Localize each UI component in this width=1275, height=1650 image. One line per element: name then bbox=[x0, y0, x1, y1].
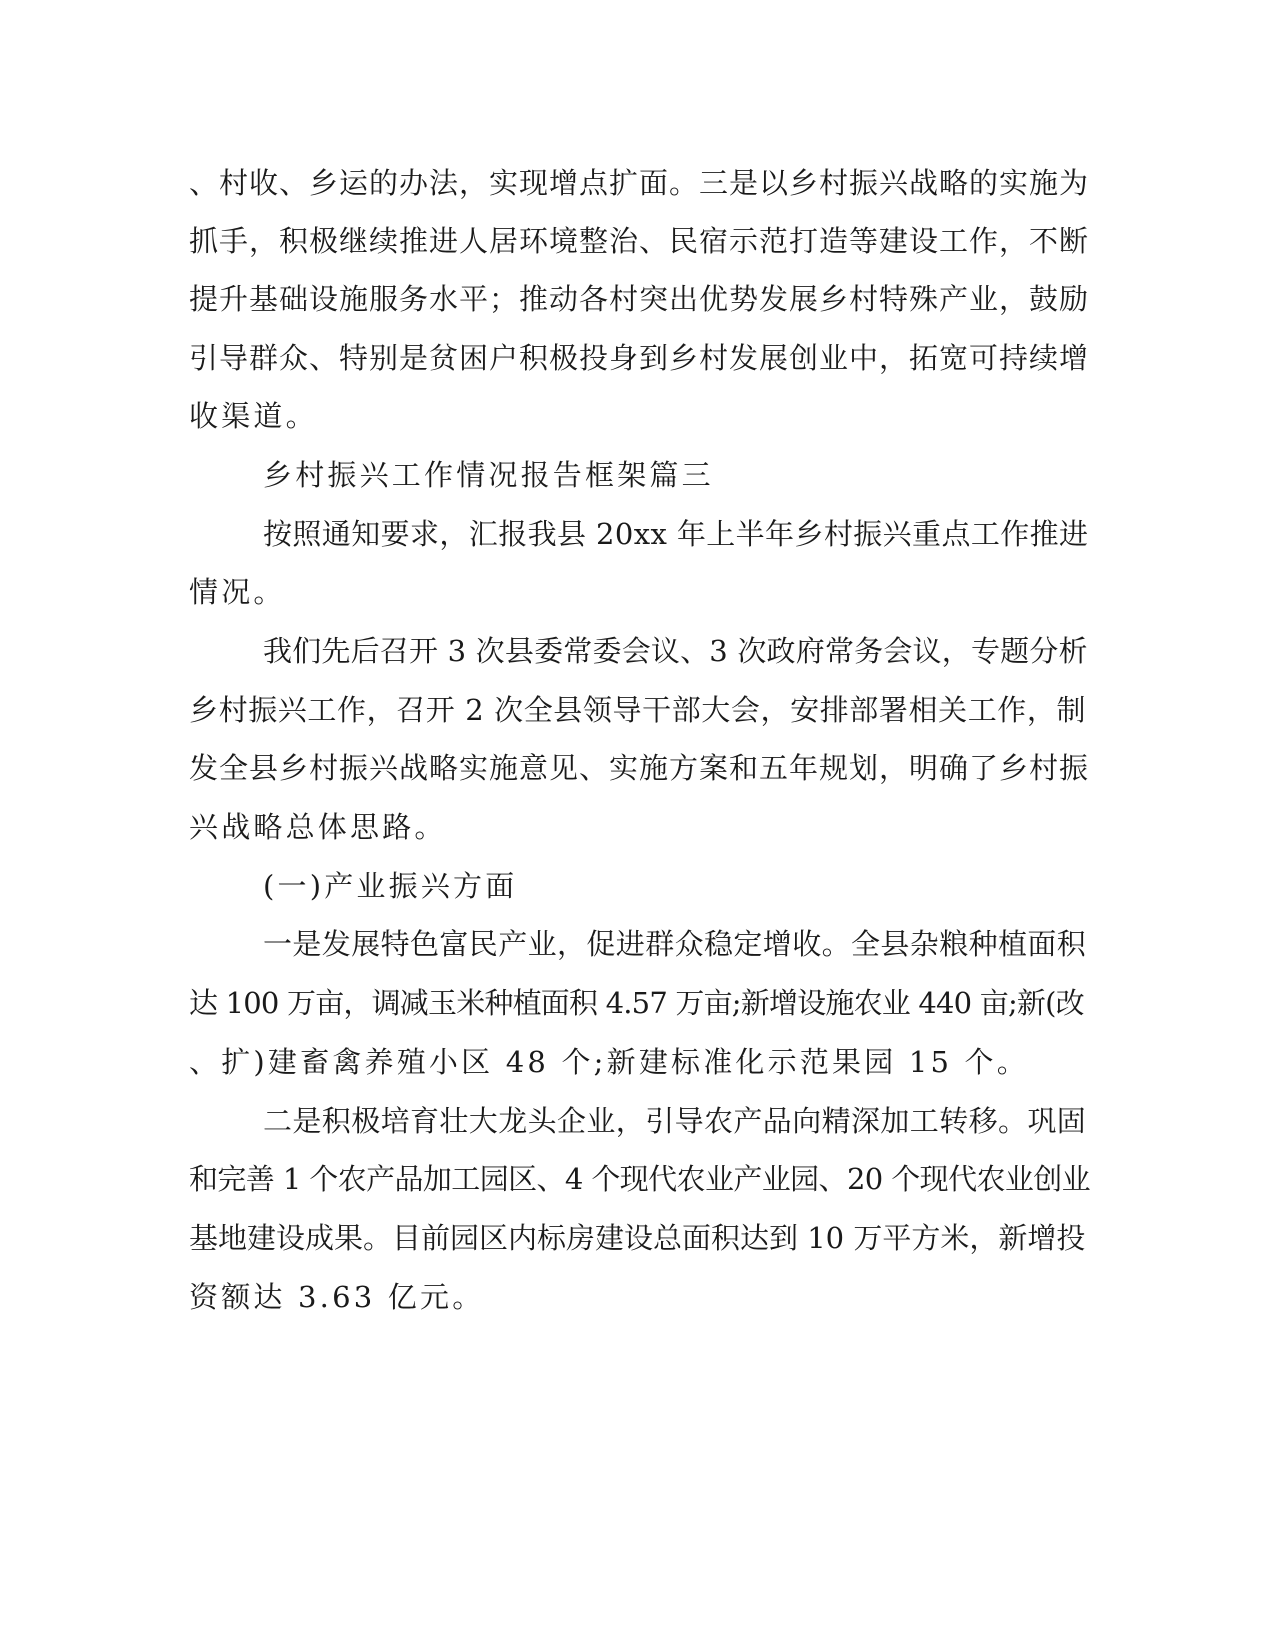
text-line: 和完善 1 个农产品加工园区、4 个现代农业产业园、20 个现代农业创业 bbox=[189, 1162, 1091, 1196]
text-line: 引导群众、特别是贫困户积极投身到乡村发展创业中，拓宽可持续增 bbox=[189, 341, 1090, 375]
text-line: 基地建设成果。目前园区内标房建设总面积达到 10 万平方米，新增投 bbox=[189, 1221, 1086, 1255]
text-line: 二是积极培育壮大龙头企业，引导农产品向精深加工转移。巩固 bbox=[263, 1104, 1087, 1138]
text-line: 、村收、乡运的办法，实现增点扩面。三是以乡村振兴战略的实施为 bbox=[189, 166, 1090, 200]
text-line: 资额达 3.63 亿元。 bbox=[189, 1280, 485, 1314]
text-line: 乡村振兴工作，召开 2 次全县领导干部大会，安排部署相关工作，制 bbox=[189, 693, 1087, 727]
text-line: 发全县乡村振兴战略实施意见、实施方案和五年规划，明确了乡村振 bbox=[189, 751, 1090, 785]
text-line: 抓手，积极继续推进人居环境整治、民宿示范打造等建设工作，不断 bbox=[189, 224, 1090, 258]
text-line: 提升基础设施服务水平；推动各村突出优势发展乡村特殊产业，鼓励 bbox=[189, 282, 1090, 316]
text-line: 收渠道。 bbox=[189, 399, 318, 433]
text-line: 、扩)建畜禽养殖小区 48 个;新建标准化示范果园 15 个。 bbox=[189, 1045, 1029, 1079]
text-line: 兴战略总体思路。 bbox=[189, 810, 447, 844]
text-line: 我们先后召开 3 次县委常委会议、3 次政府常务会议，专题分析 bbox=[263, 634, 1088, 668]
text-line: 按照通知要求，汇报我县 20xx 年上半年乡村振兴重点工作推进 bbox=[263, 517, 1089, 551]
subsection-heading: (一)产业振兴方面 bbox=[263, 869, 518, 903]
text-line: 一是发展特色富民产业，促进群众稳定增收。全县杂粮种植面积 bbox=[263, 927, 1087, 961]
text-line: 达 100 万亩，调减玉米种植面积 4.57 万亩;新增设施农业 440 亩;新(改 bbox=[189, 986, 1084, 1020]
section-heading: 乡村振兴工作情况报告框架篇三 bbox=[263, 458, 714, 492]
text-line: 情况。 bbox=[189, 575, 286, 609]
